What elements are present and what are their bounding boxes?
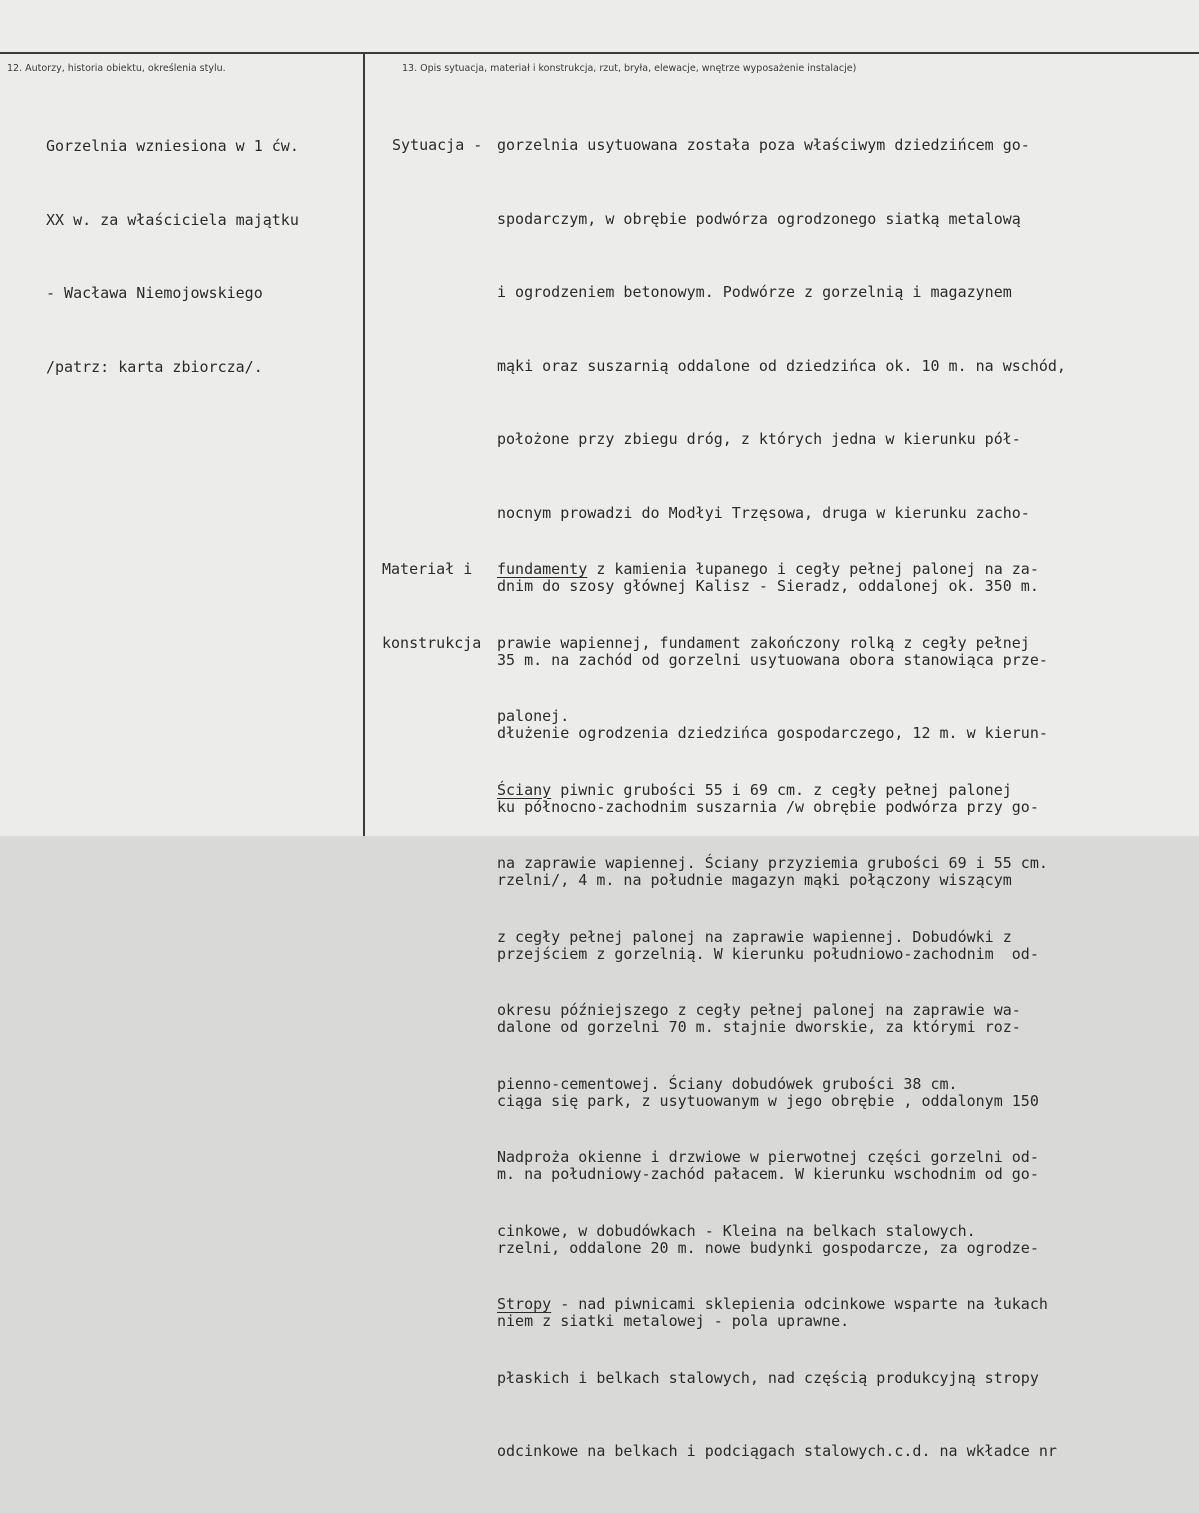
text-line: okresu późniejszego z cegły pełnej palonej na zaprawie wa- — [497, 1001, 1021, 1019]
text-line: na zaprawie wapiennej. Ściany przyziemia grubości 69 i 55 cm. — [497, 854, 1048, 872]
history-line: /patrz: karta zbiorcza/. — [46, 357, 263, 376]
text-line: gorzelnia usytuowana została poza właściwym dziedzińcem go- — [497, 136, 1030, 154]
text-line: pienno-cementowej. Ściany dobudówek grubości 38 cm. — [497, 1074, 958, 1093]
text-line: rzelni, oddalone 20 m. nowe budynki gospodarcze, za ogrodze- — [497, 1238, 1039, 1257]
text-line: z cegły pełnej palonej na zaprawie wapiennej. Dobudówki z — [497, 927, 1012, 946]
text-line: fundamenty z kamienia łupanego i cegły pełnej palonej na za- — [497, 560, 1039, 578]
text-line: Stropy - nad piwnicami sklepienia odcinkowe wsparte na łukach — [497, 1295, 1048, 1313]
text-line: cinkowe, w dobudówkach - Kleina na belkach stalowych. — [497, 1221, 976, 1240]
text-line: spodarczym, w obrębie podwórza ogrodzonego siatką metalową — [497, 209, 1021, 228]
text-line: mąki oraz suszarnią oddalone od dziedzińca ok. 10 m. na wschód, — [497, 356, 1066, 375]
column-divider — [363, 52, 365, 836]
text-line: i ogrodzeniem betonowym. Podwórze z gorzelnią i magazynem — [497, 283, 1012, 301]
text-line: niem z siatki metalowej - pola uprawne. — [497, 1312, 850, 1330]
history-line: Gorzelnia wzniesiona w 1 ćw. — [46, 137, 299, 155]
text-line: dnim do szosy głównej Kalisz - Sieradz, oddalonej ok. 350 m. — [497, 577, 1039, 595]
authors-history-text — [46, 85, 356, 428]
text-line: nocnym prowadzi do Modłyi Trzęsowa, druga w kierunku zacho- — [497, 503, 1030, 522]
stropy-heading: Stropy — [497, 1295, 552, 1313]
text-line: dłużenie ogrodzenia dziedzińca gospodarczego, 12 m. w kierun- — [497, 724, 1048, 742]
sytuacja-label: Sytuacja - — [392, 136, 483, 154]
history-line: - Wacława Niemojowskiego — [46, 284, 263, 302]
text-line: odcinkowe na belkach i podciągach stalowych.c.d. na wkładce nr — [497, 1442, 1057, 1460]
text-line: Ściany piwnic grubości 55 i 69 cm. z cegły pełnej palonej — [497, 780, 1012, 799]
text-line: położone przy zbiegu dróg, z których jedna w kierunku pół- — [497, 430, 1021, 448]
text-line: płaskich i belkach stalowych, nad częścią produkcyjną stropy — [497, 1368, 1039, 1387]
text-line: przejściem z gorzelnią. W kierunku południowo-zachodnim od- — [497, 944, 1039, 963]
text-line: palonej. — [497, 707, 570, 725]
material-label: Materiał i konstrukcja — [382, 560, 482, 652]
right-column-header: 13. Opis sytuacja, materiał i konstrukcja, rzut, bryła, elewacje, wnętrze wyposażenie instalacje) — [402, 63, 857, 74]
sciany-heading: Ściany — [497, 780, 552, 799]
text-line: rzelni/, 4 m. na południe magazyn mąki połączony wiszącym — [497, 871, 1012, 889]
fundamenty-heading: fundamenty — [497, 560, 588, 578]
top-rule-divider — [0, 52, 1199, 54]
text-line: prawie wapiennej, fundament zakończony rolką z cegły pełnej — [497, 633, 1030, 652]
text-line: Nadproża okienne i drzwiowe w pierwotnej części gorzelni od- — [497, 1148, 1039, 1166]
text-line: ciąga się park, z usytuowanym w jego obrębie , oddalonym 150 — [497, 1091, 1039, 1110]
text-line: m. na południowy-zachód pałacem. W kierunku wschodnim od go- — [497, 1165, 1039, 1183]
left-column-header: 12. Autorzy, historia obiektu, określenia stylu. — [7, 63, 226, 74]
text-line: dalone od gorzelni 70 m. stajnie dworskie, za którymi roz- — [497, 1018, 1021, 1036]
material-text — [497, 508, 1177, 1513]
history-line: XX w. za właściciela majątku — [46, 210, 299, 229]
text-line: ku północno-zachodnim suszarnia /w obrębie podwórza przy go- — [497, 797, 1039, 816]
text-line: 35 m. na zachód od gorzelni usytuowana obora stanowiąca prze- — [497, 650, 1048, 669]
